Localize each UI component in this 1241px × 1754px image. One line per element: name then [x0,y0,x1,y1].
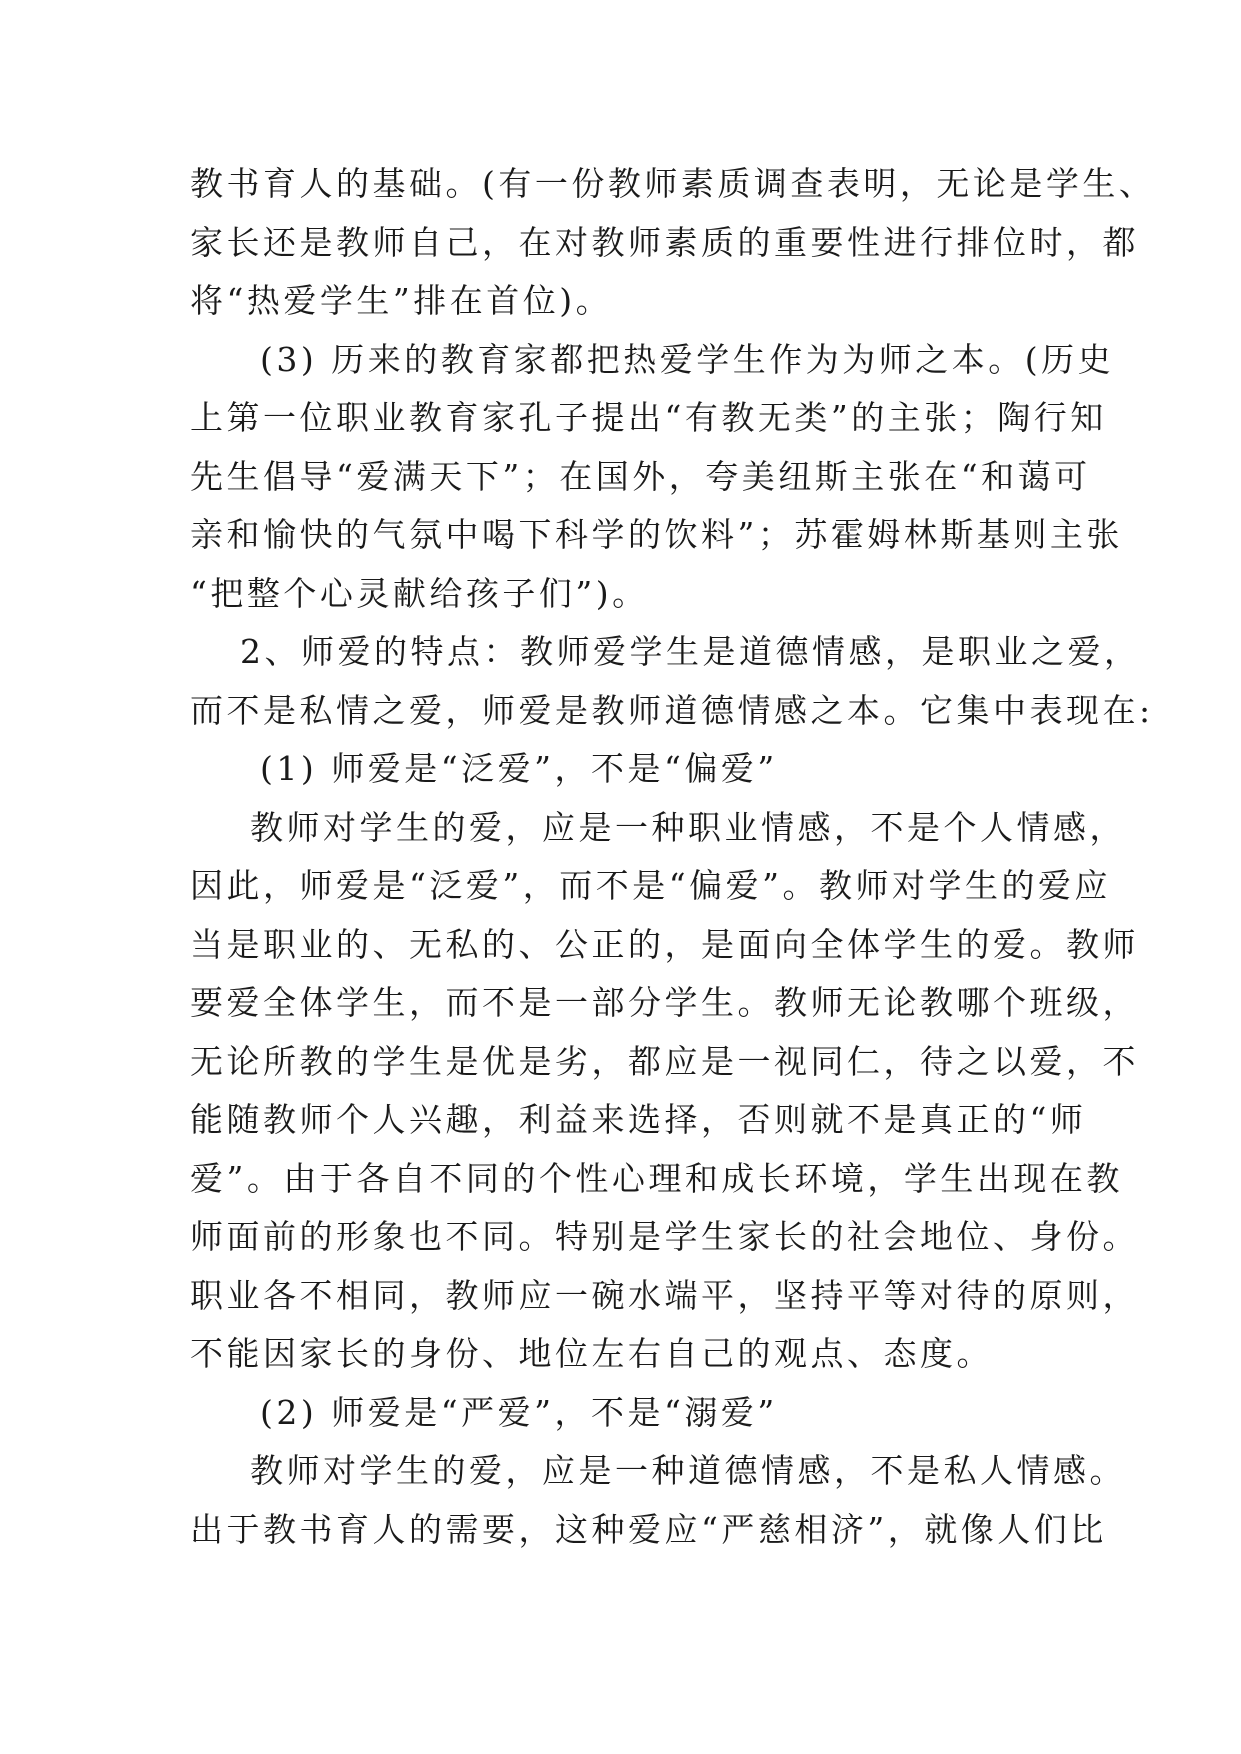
text-line: 因此，师爱是“泛爱”，而不是“偏爱”。教师对学生的爱应 [190,866,1111,905]
text-line: 2、师爱的特点：教师爱学生是道德情感，是职业之爱， [240,632,1141,671]
text-line: 先生倡导“爱满天下”；在国外，夸美纽斯主张在“和蔼可 [190,456,1091,496]
text-line: 职业各不相同，教师应一碗水端平，坚持平等对待的原则， [190,1275,1139,1315]
text-line: 教师对学生的爱，应是一种道德情感，不是私人情感。 [250,1451,1126,1490]
text-line: 出于教书育人的需要，这种爱应“严慈相济”，就像人们比 [190,1509,1107,1549]
text-line: 而不是私情之爱，师爱是教师道德情感之本。它集中表现在: [190,690,1154,730]
text-line: 亲和愉快的气氛中喝下科学的饮料”；苏霍姆林斯基则主张 [190,515,1123,554]
text-line: 当是职业的、无私的、公正的，是面向全体学生的爱。教师 [190,924,1139,964]
text-line: (2) 师爱是“严爱”，不是“溺爱” [260,1392,778,1432]
text-line: 师面前的形象也不同。特别是学生家长的社会地位、身份。 [190,1217,1139,1256]
text-line: 教书育人的基础。(有一份教师素质调查表明，无论是学生、 [190,164,1156,203]
text-line: 无论所教的学生是优是劣，都应是一视同仁，待之以爱，不 [190,1041,1139,1081]
text-line: (1) 师爱是“泛爱”，不是“偏爱” [260,749,778,788]
body-text [190,155,1156,1559]
text-line: 上第一位职业教育家孔子提出“有教无类”的主张；陶行知 [190,398,1107,437]
text-line: 要爱全体学生，而不是一部分学生。教师无论教哪个班级， [190,983,1139,1022]
text-line: 家长还是教师自己，在对教师素质的重要性进行排位时，都 [190,222,1139,262]
text-line: 教师对学生的爱，应是一种职业情感，不是个人情感， [250,807,1126,847]
text-line: 不能因家长的身份、地位左右自己的观点、态度。 [190,1334,993,1373]
text-line: 爱”。由于各自不同的个性心理和成长环境，学生出现在教 [190,1158,1123,1198]
text-line: 将“热爱学生”排在首位)。 [190,281,613,320]
text-line: 能随教师个人兴趣，利益来选择，否则就不是真正的“师 [190,1100,1087,1139]
text-line: “把整个心灵献给孩子们”)。 [190,573,649,613]
text-line: (3) 历来的教育家都把热爱学生作为为师之本。(历史 [260,339,1115,379]
